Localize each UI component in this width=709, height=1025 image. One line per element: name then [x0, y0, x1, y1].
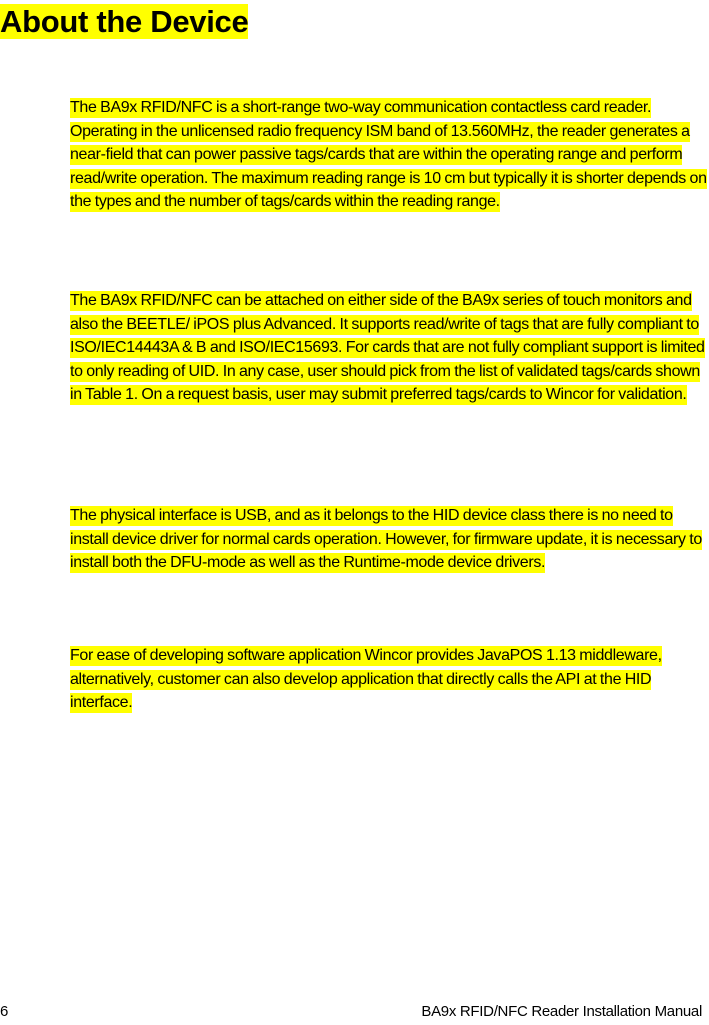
paragraph-software — [70, 644, 709, 715]
page-title — [0, 2, 248, 42]
paragraph-interface — [70, 504, 709, 575]
paragraph-text: The BA9x RFID/NFC is a short-range two-way communication contactless card reader. Operating in the unlicensed radio frequency ISM band of 13.560MHz, the reader generates a near-field that can power passive tags/cards that are within the operating range and perform read/write operation. The maximum reading range is 10 cm but typically it is shorter depends on the types and the number of tags/cards within the reading range. — [70, 99, 707, 210]
document-title: BA9x RFID/NFC Reader Installation Manual — [421, 1003, 702, 1020]
paragraph-text: For ease of developing software application Wincor provides JavaPOS 1.13 middleware, alternatively, customer can also develop application that directly calls the API at the HID interface. — [70, 647, 662, 711]
paragraph-text: The physical interface is USB, and as it belongs to the HID device class there is no need to install device driver for normal cards operation. However, for firmware update, it is necessary to install both the DFU-mode as well as the Runtime-mode device drivers. — [70, 507, 702, 571]
paragraph-device-overview — [70, 96, 709, 214]
page-number: 6 — [0, 1003, 9, 1020]
paragraph-text: The BA9x RFID/NFC can be attached on either side of the BA9x series of touch monitors and also the BEETLE/ iPOS plus Advanced. It supports read/write of tags that are fully compliant to ISO/IEC14443A & B and ISO/IEC15693. For cards that are not fully compliant support is limited to only reading of UID. In any case, user should pick from the list of validated tags/cards shown in Table 1. On a request basis, user may submit preferred tags/cards to Wincor for validation. — [70, 292, 705, 403]
paragraph-compatibility — [70, 289, 709, 407]
page-title-text: About the Device — [0, 4, 249, 39]
